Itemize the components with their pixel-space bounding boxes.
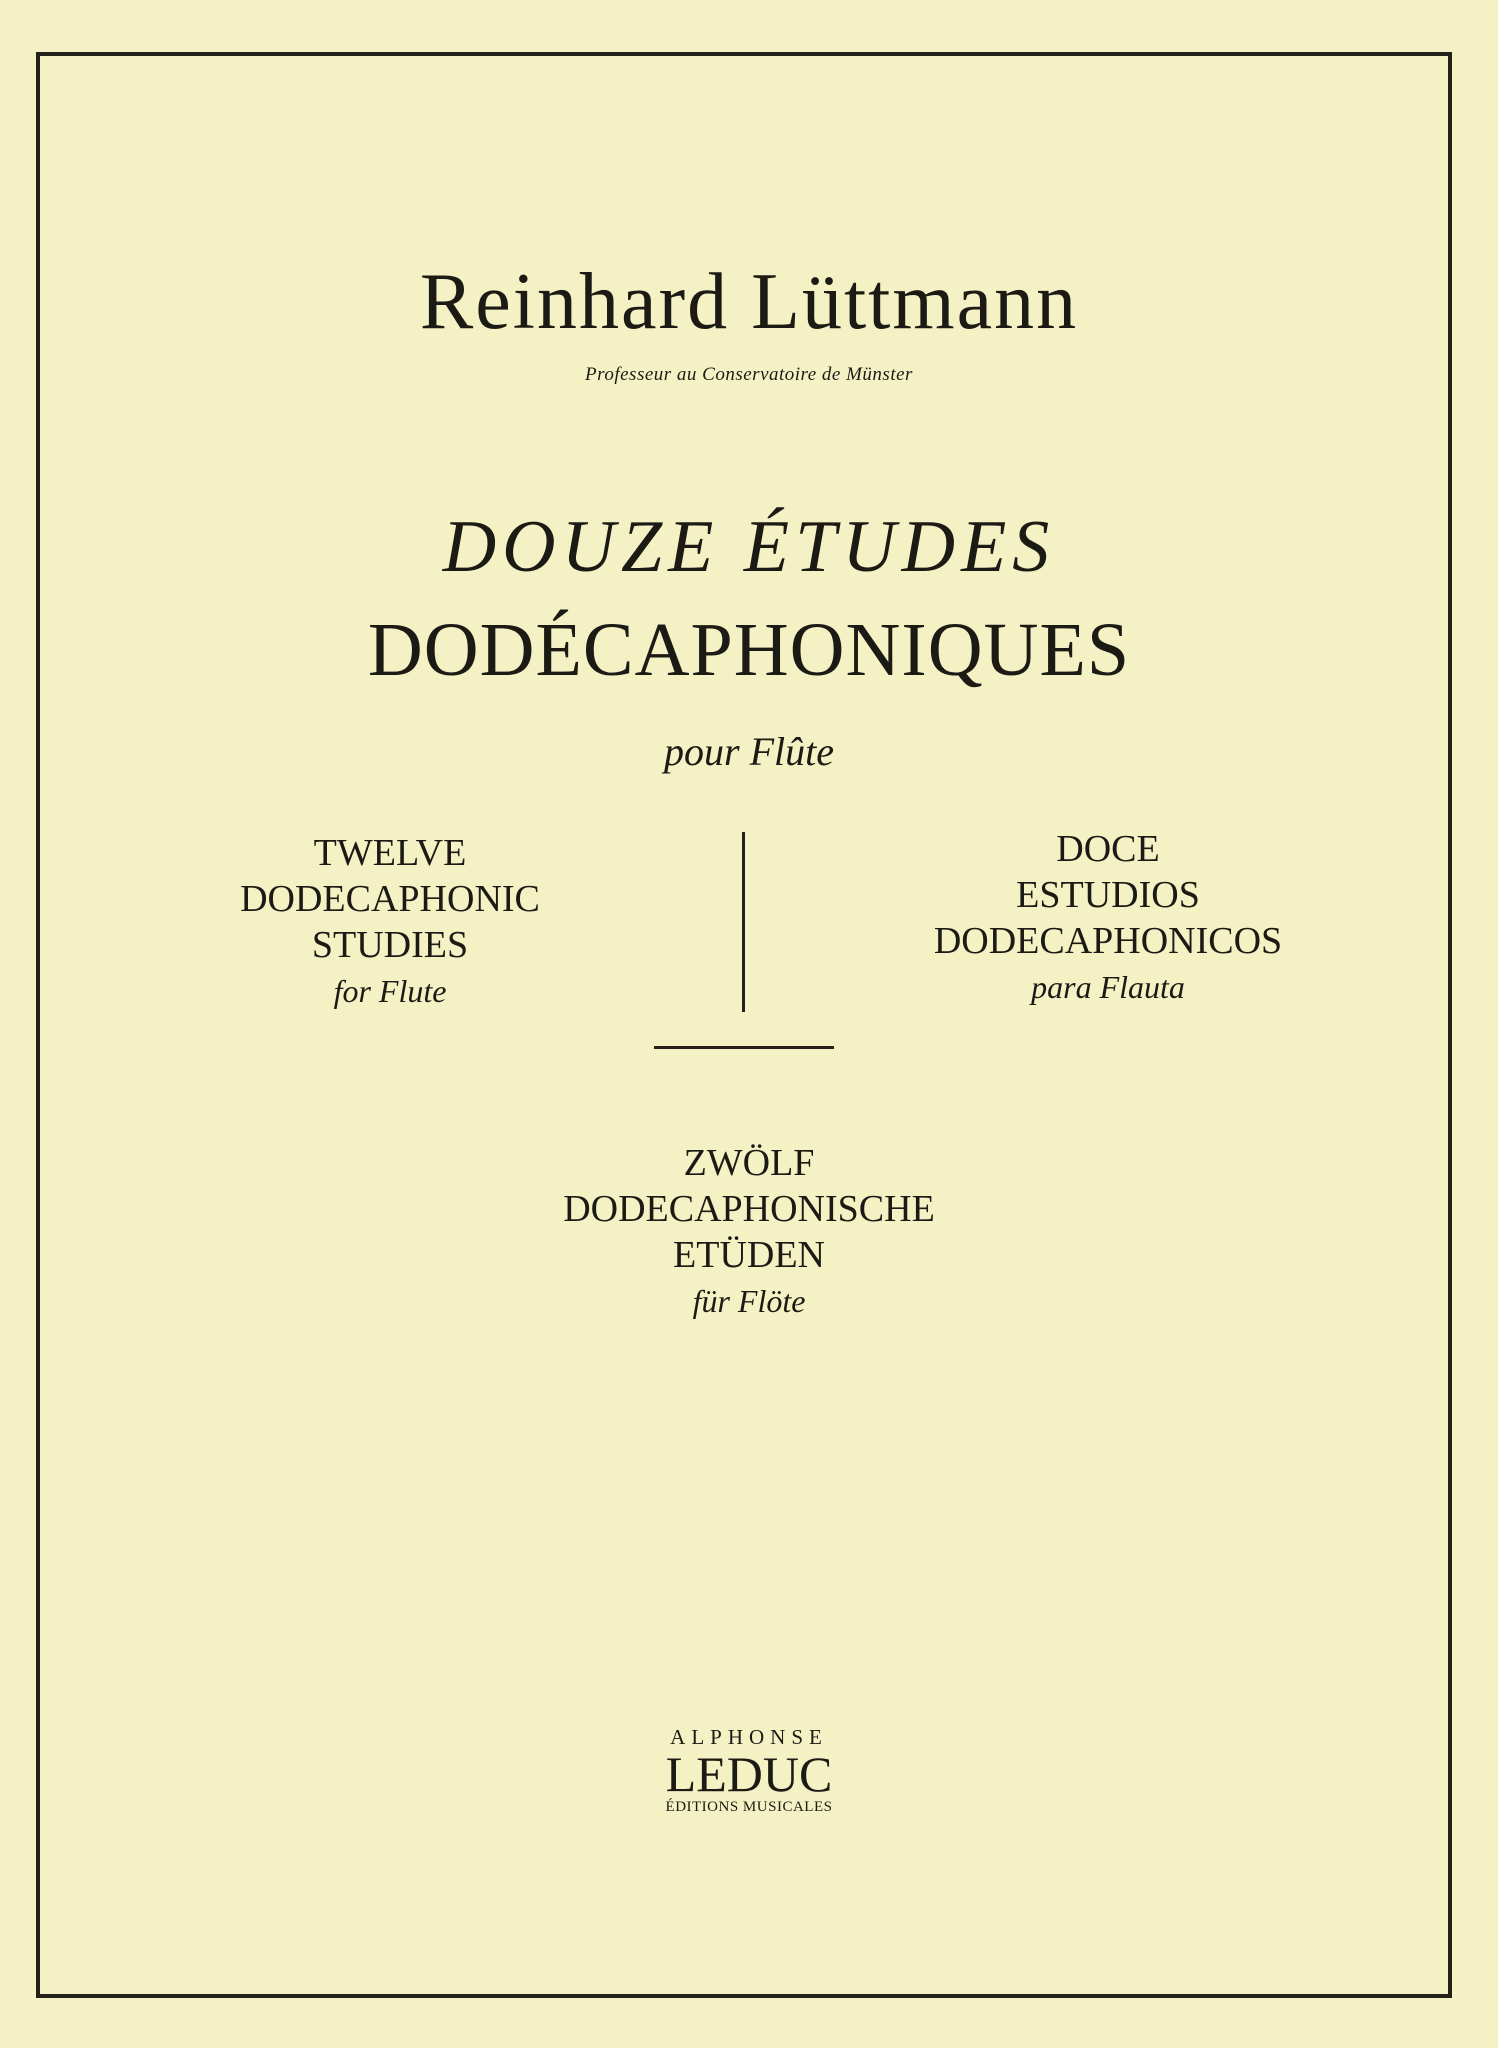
german-line-3: ETÜDEN bbox=[673, 1234, 825, 1276]
section-divider bbox=[654, 1046, 834, 1049]
spanish-title-block bbox=[788, 826, 1428, 1010]
title-line-1: DOUZE ÉTUDES bbox=[442, 506, 1056, 588]
english-line-2: DODECAPHONIC bbox=[240, 878, 540, 920]
column-divider bbox=[742, 832, 745, 1012]
english-title-block bbox=[70, 830, 710, 1014]
english-instrument: for Flute bbox=[333, 973, 447, 1009]
german-title-block bbox=[429, 1140, 1069, 1324]
author-subtitle: Professeur au Conservatoire de Münster bbox=[585, 364, 913, 385]
title-line-2: DODÉCAPHONIQUES bbox=[367, 608, 1131, 692]
publisher-first-name: ALPHONSE bbox=[670, 1725, 828, 1749]
author-name: Reinhard Lüttmann bbox=[419, 258, 1079, 346]
english-line-1: TWELVE bbox=[313, 832, 467, 874]
spanish-line-2: ESTUDIOS bbox=[1016, 874, 1200, 916]
german-line-1: ZWÖLF bbox=[683, 1142, 815, 1184]
german-line-2: DODECAPHONISCHE bbox=[563, 1188, 935, 1230]
spanish-line-1: DOCE bbox=[1056, 828, 1160, 870]
title-instrument: pour Flûte bbox=[664, 729, 834, 774]
english-line-3: STUDIES bbox=[311, 924, 469, 966]
spanish-instrument: para Flauta bbox=[1031, 969, 1185, 1005]
spanish-line-3: DODECAPHONICOS bbox=[933, 920, 1283, 962]
publisher-logo bbox=[0, 1724, 1498, 1816]
publisher-tagline: ÉDITIONS MUSICALES bbox=[665, 1799, 833, 1815]
german-instrument: für Flöte bbox=[692, 1283, 806, 1319]
publisher-name: LEDUC bbox=[665, 1746, 833, 1802]
